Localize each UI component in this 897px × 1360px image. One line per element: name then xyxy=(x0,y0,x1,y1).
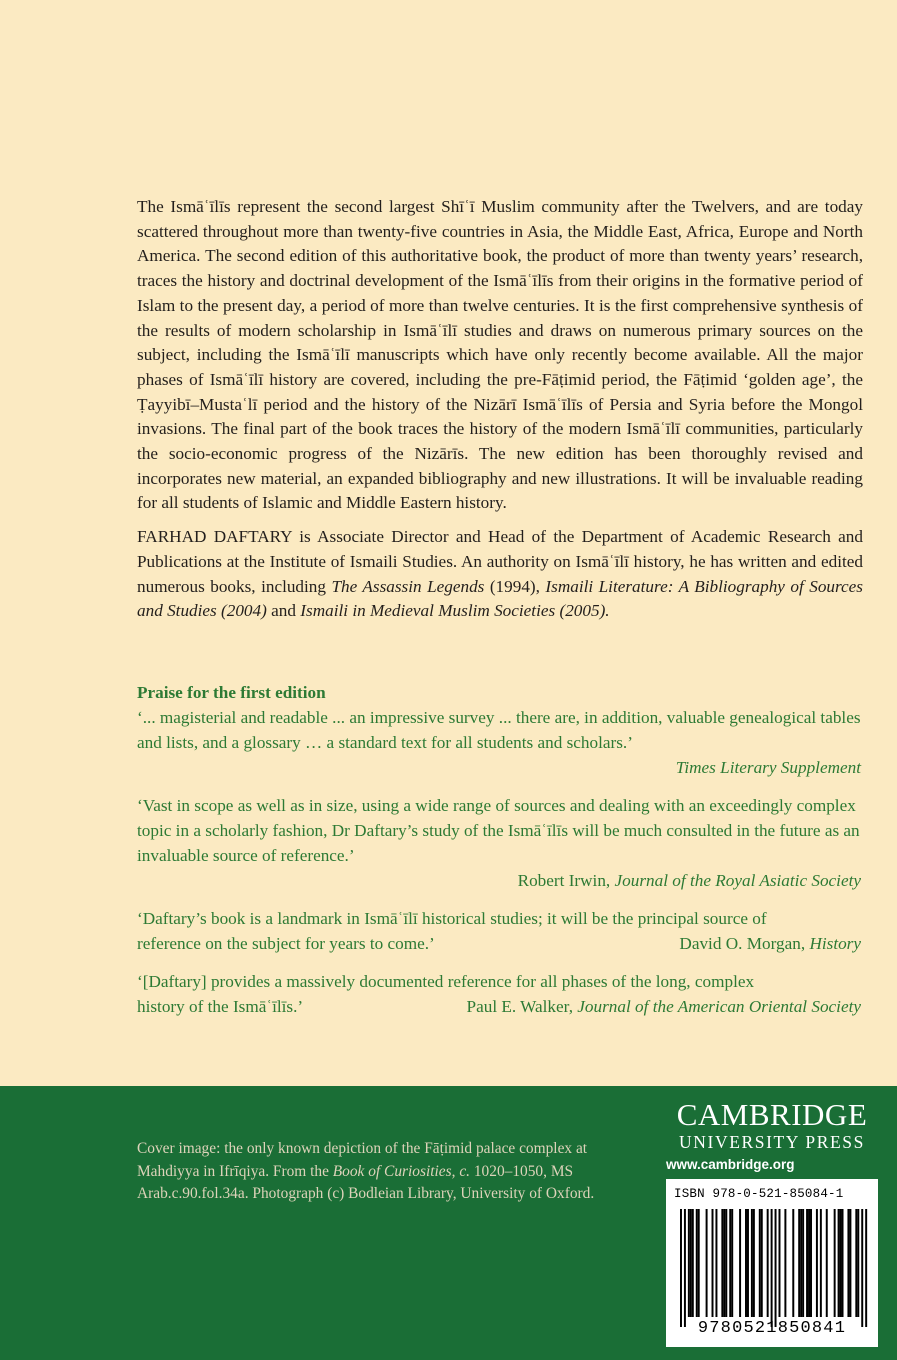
isbn-barcode xyxy=(666,1179,878,1347)
barcode-bar xyxy=(775,1209,777,1327)
barcode-bar xyxy=(761,1209,763,1317)
praise-heading: Praise for the first edition xyxy=(137,683,326,702)
barcode-digits xyxy=(666,1319,878,1338)
barcode-bar xyxy=(729,1209,731,1317)
barcode-bar xyxy=(800,1209,802,1317)
caption-book-title: Book of Curiosities xyxy=(332,1162,452,1180)
quote-person: Robert Irwin, xyxy=(517,871,615,890)
barcode-bar xyxy=(721,1209,723,1317)
praise-quote xyxy=(137,906,861,956)
quote-text: ‘Daftary’s book is a landmark in Ismāʿīlī historical studies; it will be the principal source of xyxy=(137,909,767,928)
barcode-bar xyxy=(861,1209,863,1327)
barcode-bar xyxy=(751,1209,753,1317)
book-title-ismaili-medieval: Ismaili in Medieval Muslim Societies (2005). xyxy=(300,601,610,621)
barcode-bar xyxy=(725,1209,727,1317)
quote-attribution xyxy=(137,868,861,893)
quote-text: ‘... magisterial and readable ... an impressive survey ... there are, in addition, valuable genealogical tables and lists, and a glossary … a standard text for all students and scholars.’ xyxy=(137,708,861,752)
barcode-bar xyxy=(840,1209,842,1317)
barcode-bar xyxy=(690,1209,692,1317)
barcode-bar xyxy=(806,1209,808,1317)
caption-circa: c. xyxy=(459,1162,471,1180)
barcode-bar xyxy=(865,1209,867,1327)
quote-source: Journal of the American Oriental Society xyxy=(577,997,861,1016)
barcode-bar xyxy=(696,1209,698,1317)
barcode-bar xyxy=(698,1209,700,1317)
publisher-logo xyxy=(666,1098,878,1175)
barcode-bar xyxy=(692,1209,694,1317)
barcode-bar xyxy=(767,1209,769,1317)
quote-person: Paul E. Walker, xyxy=(466,997,578,1016)
author-bio-text: (1994), xyxy=(484,576,546,596)
barcode-bar xyxy=(847,1209,849,1317)
quote-text: ‘[Daftary] provides a massively documented reference for all phases of the long, complex xyxy=(137,972,755,991)
quote-attribution xyxy=(679,931,861,956)
barcode-bar xyxy=(712,1209,714,1317)
barcode-bar xyxy=(680,1209,682,1327)
barcode-first-digit: 9 xyxy=(697,1319,710,1338)
caption-part: Cover image: the only known depiction of the Fāṭimid palace complex at Mahdiyya in Ifrīqiya. From the xyxy=(137,1140,588,1180)
quote-source: Journal of the Royal Asiatic Society xyxy=(614,871,861,890)
barcode-bar xyxy=(739,1209,741,1317)
book-title-assassin-legends: The Assassin Legends xyxy=(331,576,485,596)
publisher-url: www.cambridge.org xyxy=(666,1157,795,1172)
quote-text: ‘Vast in scope as well as in size, using a wide range of sources and dealing with an exceedingly complex topic in a scholarly fashion, Dr Daftary’s study of the Ismāʿīlīs will be much consulted in the future as an invaluable source of reference.’ xyxy=(137,796,860,865)
barcode-bar xyxy=(723,1209,725,1317)
barcode-bar xyxy=(808,1209,810,1317)
barcode-bar xyxy=(842,1209,844,1317)
barcode-number: 780521850841 xyxy=(709,1319,847,1338)
quote-text: reference on the subject for years to come.’ xyxy=(137,934,435,953)
quote-person: David O. Morgan, xyxy=(679,934,810,953)
barcode-bar xyxy=(792,1209,794,1317)
author-bio xyxy=(137,525,863,624)
barcode-bar xyxy=(816,1209,818,1317)
caption-part: 1020–1050, MS Arab.c.90.fol.34a. Photograph (c) Bodleian Library, University of Oxford. xyxy=(137,1162,595,1203)
barcode-bar xyxy=(731,1209,733,1317)
barcode-bar xyxy=(802,1209,804,1317)
barcode-bar xyxy=(784,1209,786,1317)
caption-part: , xyxy=(451,1162,460,1180)
caption-text xyxy=(137,1138,637,1206)
isbn-label: ISBN 978-0-521-85084-1 xyxy=(674,1187,844,1201)
barcode-bar xyxy=(745,1209,747,1317)
barcode-bar xyxy=(688,1209,690,1317)
quote-attribution xyxy=(137,755,861,780)
praise-quote xyxy=(137,793,861,893)
barcode-bar xyxy=(810,1209,812,1317)
book-description xyxy=(137,195,863,624)
quote-last-line xyxy=(137,994,861,1019)
publisher-name: CAMBRIDGE xyxy=(676,1097,868,1132)
barcode-bar xyxy=(855,1209,857,1317)
barcode-bar xyxy=(838,1209,840,1317)
barcode-bar xyxy=(826,1209,828,1317)
publisher-footer xyxy=(0,1086,897,1360)
barcode-bar xyxy=(857,1209,859,1317)
quote-attribution xyxy=(467,994,861,1019)
praise-section xyxy=(137,680,861,1032)
publisher-subtitle: UNIVERSITY PRESS xyxy=(679,1132,865,1152)
praise-quote xyxy=(137,705,861,780)
barcode-bar xyxy=(715,1209,717,1317)
praise-quote xyxy=(137,969,861,1019)
book-title-ismaili-literature: Ismaili Literature: A Bibliography of Sources and Studies (2004) xyxy=(137,576,863,621)
barcode-bar xyxy=(747,1209,749,1317)
cover-image-caption xyxy=(137,1138,637,1206)
barcode-bar xyxy=(849,1209,851,1317)
barcode-bar xyxy=(771,1209,773,1327)
author-bio-text: FARHAD DAFTARY is Associate Director and Head of the Department of Academic Research and Publications at the Institute of Ismaili Studies. An authority on Ismāʿīlī history, he has written and edited numerous books, including xyxy=(137,527,863,596)
author-bio-text: and xyxy=(266,601,301,621)
barcode-bar xyxy=(759,1209,761,1317)
barcode-bar xyxy=(779,1209,781,1317)
barcode-bar xyxy=(706,1209,708,1317)
quote-text: history of the Ismāʿīlīs.’ xyxy=(137,997,304,1016)
description-paragraph: The Ismāʿīlīs represent the second largest Shīʿī Muslim community after the Twelvers, and are today scattered throughout more than twenty-five countries in Asia, the Middle East, Africa, Europe and North America. The second edition of this authoritative book, the product of more than twenty years’ research, traces the history and doctrinal development of the Ismāʿīlīs from their origins in the formative period of Islam to the present day, a period of more than twelve centuries. It is the first comprehensive synthesis of the results of modern scholarship in Ismāʿīlī studies and draws on numerous primary sources on the subject, including the Ismāʿīlī manuscripts which have only recently become available. All the major phases of Ismāʿīlī history are covered, including the pre-Fāṭimid period, the Fāṭimid ‘golden age’, the Ṭayyibī–Mustaʿlī period and the history of the Nizārī Ismāʿīlīs of Persia and Syria before the Mongol invasions. The final part of the book traces the history of the modern Ismāʿīlī communities, particularly the socio-economic progress of the Nizārīs. The new edition has been thoroughly revised and incorporates new material, an expanded bibliography and new illustrations. It will be invaluable reading for all students of Islamic and Middle Eastern history. xyxy=(137,197,863,513)
quote-last-line xyxy=(137,931,861,956)
quote-source: Times Literary Supplement xyxy=(675,758,861,777)
barcode-bar xyxy=(753,1209,755,1317)
quote-source: History xyxy=(809,934,861,953)
barcode-bar xyxy=(798,1209,800,1317)
barcode-bar xyxy=(820,1209,822,1317)
barcode-bar xyxy=(834,1209,836,1317)
barcode-bar xyxy=(684,1209,686,1327)
